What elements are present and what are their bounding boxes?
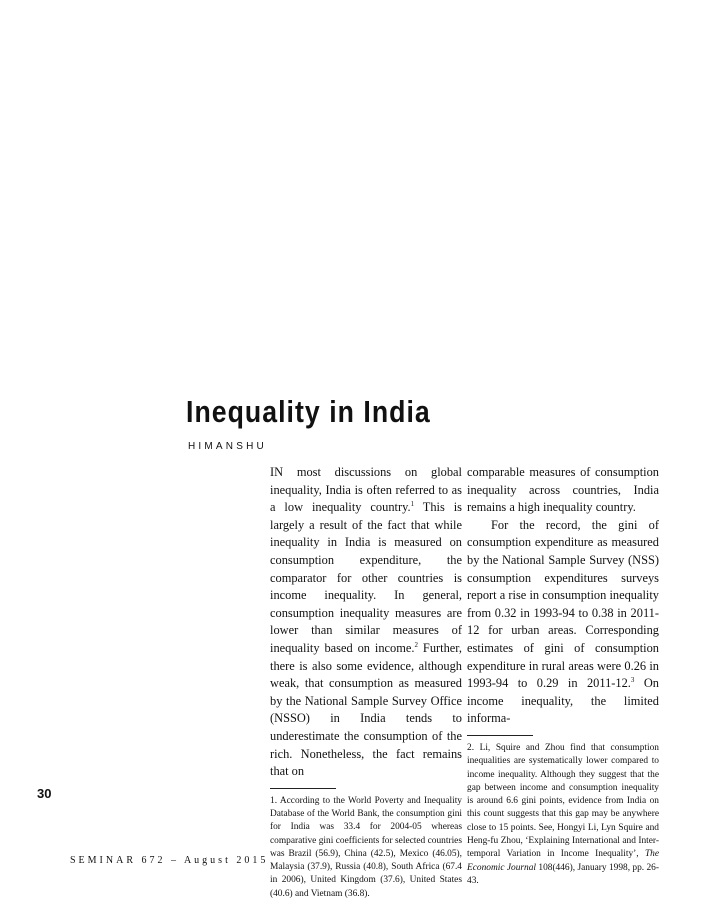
body-column-right <box>467 464 659 888</box>
body-column-left <box>270 464 462 901</box>
body-paragraph <box>467 517 659 728</box>
footnote-ref: 1 <box>410 500 415 509</box>
footnote-1: 1. According to the World Poverty and Inequality Database of the World Bank, the consumption gini for India was 33.4 for 2004-05 whereas comparative gini coefficients for selected countries was Brazil (56.9), China (42.5), Mexico (46.05), Malaysia (37.9), Russia (40.8), South Africa (67.4 in 2006), United Kingdom (37.6), United States (40.6) and Vietnam (36.8). <box>270 795 462 899</box>
footnote-ref: 3 <box>630 676 635 684</box>
running-footer: SEMINAR 672 – August 2015 <box>70 855 269 866</box>
footnote-2 <box>467 742 659 888</box>
article-title: Inequality in India <box>186 394 431 429</box>
body-text: On income inequality, the limited informa- <box>467 676 659 726</box>
author-byline: HIMANSHU <box>188 441 267 452</box>
footnote-text: 108(446), January 1998, pp. 26-43. <box>467 862 659 886</box>
body-paragraph <box>270 464 462 781</box>
body-text: This is largely a result of the fact that while inequality in India is measured on consumption expenditure, the comparator for other countries is income inequality. In general, consumption inequality measures are lower than similar measures of inequality based on income. <box>270 500 463 655</box>
body-text: IN most discussions on global inequality, India is often referred to as a low inequality country. <box>270 465 462 515</box>
footnote-divider <box>467 735 533 736</box>
page-number: 30 <box>37 786 52 801</box>
footnote-text: 2. Li, Squire and Zhou find that consumption inequalities are systematically lower compared to income inequality. Although they suggest that the gap between income and consumption inequality is around 6.6 gini points, evidence from India on this count suggests that this gap may be anywhere close to 15 points. See, Hongyi Li, Lyn Squire and Heng-fu Zhou, ‘Explaining International and Inter-temporal Variation in Income Inequality’, <box>467 742 659 860</box>
body-paragraph: comparable measures of consumption inequality across countries, India remains a high inequality country. <box>467 465 659 515</box>
body-text: For the record, the gini of consumption expenditure as measured by the National Sample Survey (NSS) consumption expenditures surveys report a rise in consumption inequality from 0.32 in 1993-94 to 0.38 in 2011-12 for urban areas. Corresponding estimates of gini of consumption expenditure in rural areas were 0.26 in 1993-94 to 0.29 in 2011-12. <box>467 517 659 691</box>
footnote-divider <box>270 788 336 789</box>
journal-title: The Economic Journal <box>467 849 659 873</box>
footnote-ref: 2 <box>414 640 418 649</box>
body-text: Further, there is also some evidence, although weak, that consumption as measured by the National Sample Survey Office (NSSO) in India tends to underestimate the consumption of the rich. Nonetheless, the fact remains that on <box>270 640 462 779</box>
